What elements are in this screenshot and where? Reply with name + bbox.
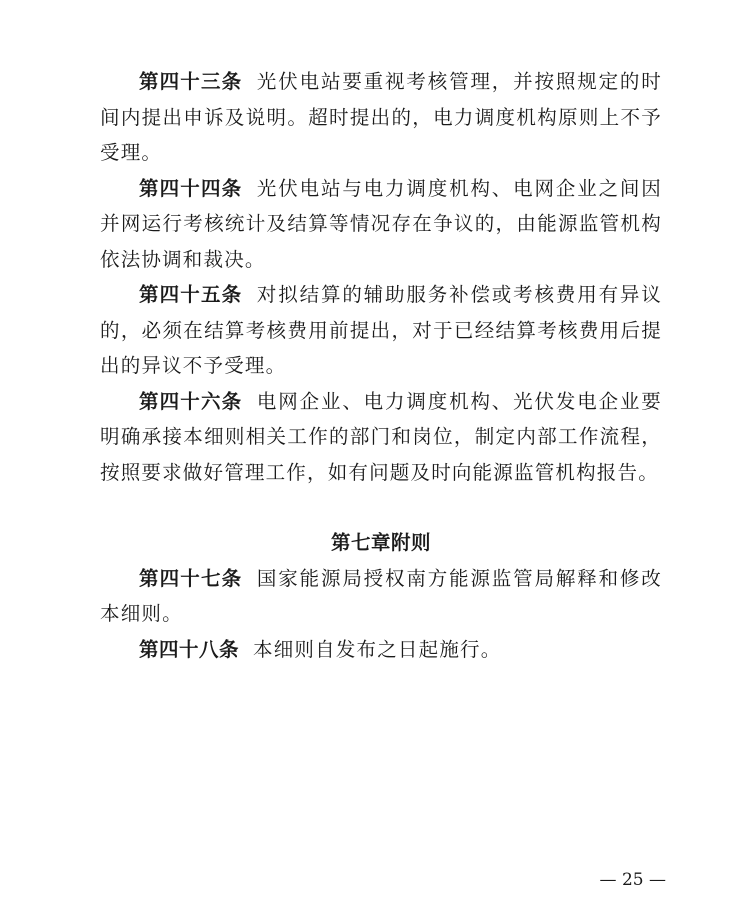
article-text: 国家能源局授权南方能源监管局解释和修改本细则。 [100,566,662,625]
article-text: 光伏电站与电力调度机构、电网企业之间因并网运行考核统计及结算等情况存在争议的，由能源监管机构依法协调和裁决。 [100,176,662,271]
article-text: 光伏电站要重视考核管理，并按照规定的时间内提出申诉及说明。超时提出的，电力调度机构原则上不予受理。 [100,70,662,164]
article-label: 第四十四条 [139,176,243,200]
article-45 [100,277,662,384]
article-46 [100,384,662,491]
article-label: 第四十八条 [139,637,240,661]
article-44 [100,171,662,278]
document-body [100,64,662,667]
chapter-title: 第七章附则 [330,531,431,554]
article-text: 电网企业、电力调度机构、光伏发电企业要明确承接本细则相关工作的部门和岗位，制定内部工作流程，按照要求做好管理工作，如有问题及时向能源监管机构报告。 [100,389,662,484]
article-text: 对拟结算的辅助服务补偿或考核费用有异议的，必须在结算考核费用前提出，对于已经结算考核费用后提出的异议不予受理。 [100,283,662,377]
article-48 [100,632,662,668]
article-label: 第四十七条 [139,566,243,590]
article-text: 本细则自发布之日起施行。 [253,637,502,661]
article-43 [100,64,662,171]
article-label: 第四十五条 [139,283,243,306]
article-label: 第四十三条 [139,70,243,93]
article-47 [100,561,662,632]
page-number: — 25 — [599,870,666,890]
article-label: 第四十六条 [139,389,243,413]
